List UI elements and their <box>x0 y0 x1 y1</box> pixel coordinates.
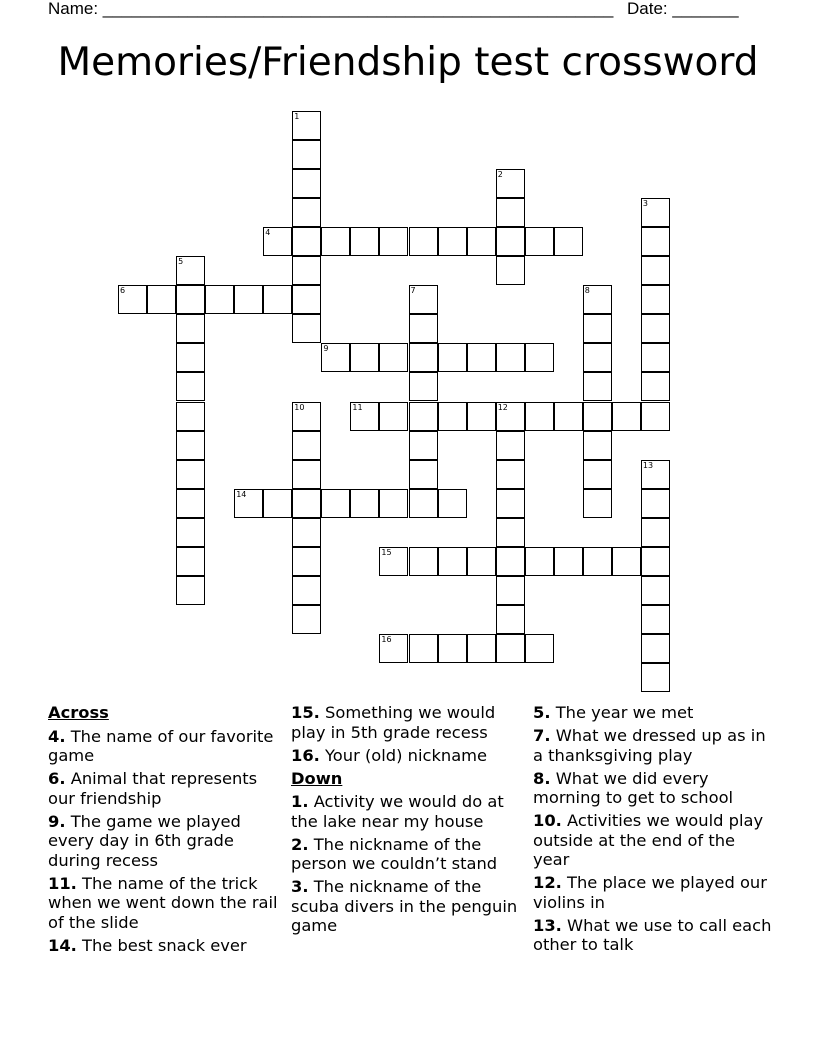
clue-item-number: 1. <box>291 792 309 811</box>
grid-cell[interactable] <box>438 634 467 663</box>
clue-item-number: 12. <box>533 873 562 892</box>
grid-cell[interactable] <box>641 547 670 576</box>
clue-number: 4 <box>265 228 271 238</box>
grid-cell[interactable] <box>496 547 525 576</box>
clue-item-text: The game we played every day in 6th grade during recess <box>48 811 241 870</box>
grid-cell[interactable] <box>583 314 612 343</box>
grid-cell[interactable] <box>641 518 670 547</box>
grid-cell[interactable] <box>292 489 321 518</box>
clue-item-number: 4. <box>48 726 66 746</box>
grid-cell[interactable] <box>176 576 205 605</box>
grid-cell[interactable] <box>438 227 467 256</box>
clue-item <box>291 835 529 874</box>
clue-item <box>291 877 529 936</box>
clue-number: 9 <box>323 344 329 354</box>
grid-cell[interactable] <box>409 372 438 401</box>
grid-cell[interactable] <box>409 460 438 489</box>
clue-item <box>533 873 773 912</box>
clue-item-text: Your (old) nickname <box>319 745 488 765</box>
clue-item <box>533 703 773 723</box>
grid-cell[interactable] <box>321 227 350 256</box>
clue-item-text: Something we would play in 5th grade recess <box>291 703 496 742</box>
grid-cell[interactable] <box>176 372 205 401</box>
clue-item <box>291 746 529 766</box>
grid-cell[interactable] <box>409 431 438 460</box>
grid-cell[interactable] <box>438 547 467 576</box>
clue-item-number: 5. <box>533 703 551 722</box>
grid-cell[interactable] <box>176 343 205 372</box>
grid-cell[interactable] <box>525 343 554 372</box>
grid-cell[interactable] <box>292 256 321 285</box>
grid-cell[interactable] <box>292 111 321 140</box>
grid-cell[interactable] <box>641 343 670 372</box>
grid-cell[interactable] <box>379 227 408 256</box>
grid-cell[interactable] <box>176 489 205 518</box>
grid-cell[interactable] <box>379 489 408 518</box>
grid-cell[interactable] <box>496 605 525 634</box>
clue-item-text: Animal that represents our friendship <box>48 769 258 808</box>
grid-cell[interactable] <box>292 431 321 460</box>
clue-number: 14 <box>236 489 247 499</box>
clue-item-number: 8. <box>533 768 551 788</box>
clue-item-number: 16. <box>291 745 320 765</box>
grid-cell[interactable] <box>292 402 321 431</box>
clue-item <box>533 811 773 870</box>
clue-heading: Down <box>291 768 343 788</box>
grid-cell[interactable] <box>496 169 525 198</box>
clue-item <box>533 769 773 808</box>
clue-number: 6 <box>120 286 126 296</box>
clue-number: 15 <box>381 547 392 557</box>
grid-cell[interactable] <box>641 372 670 401</box>
clue-item-number: 3. <box>291 877 309 896</box>
clue-number: 10 <box>294 402 305 412</box>
grid-cell[interactable] <box>292 227 321 256</box>
grid-cell[interactable] <box>583 402 612 431</box>
grid-cell[interactable] <box>409 343 438 372</box>
grid-cell[interactable] <box>641 198 670 227</box>
clue-item <box>533 916 773 955</box>
grid-cell[interactable] <box>467 227 496 256</box>
grid-cell[interactable] <box>409 285 438 314</box>
grid-cell[interactable] <box>554 227 583 256</box>
grid-cell[interactable] <box>641 285 670 314</box>
grid-cell[interactable] <box>409 314 438 343</box>
grid-cell[interactable] <box>496 460 525 489</box>
grid-cell[interactable] <box>292 169 321 198</box>
grid-cell[interactable] <box>234 489 263 518</box>
grid-cell[interactable] <box>176 460 205 489</box>
grid-cell[interactable] <box>350 227 379 256</box>
grid-cell[interactable] <box>292 460 321 489</box>
grid-cell[interactable] <box>641 227 670 256</box>
grid-cell[interactable] <box>292 605 321 634</box>
grid-cell[interactable] <box>176 402 205 431</box>
grid-cell[interactable] <box>641 663 670 692</box>
grid-cell[interactable] <box>583 372 612 401</box>
grid-cell[interactable] <box>321 489 350 518</box>
grid-cell[interactable] <box>583 547 612 576</box>
grid-cell[interactable] <box>467 634 496 663</box>
clue-item-text: What we dressed up as in a thanksgiving play <box>533 726 766 765</box>
clue-number: 12 <box>497 402 508 412</box>
grid-cell[interactable] <box>263 227 292 256</box>
clue-number: 7 <box>410 286 416 296</box>
grid-cell[interactable] <box>176 285 205 314</box>
grid-cell[interactable] <box>350 343 379 372</box>
grid-cell[interactable] <box>438 489 467 518</box>
date-line: Date: _______ <box>627 0 739 18</box>
clue-number: 2 <box>497 170 503 180</box>
grid-cell[interactable] <box>205 285 234 314</box>
grid-cell[interactable] <box>641 314 670 343</box>
grid-cell[interactable] <box>292 518 321 547</box>
grid-cell[interactable] <box>496 256 525 285</box>
clue-item-text: The place we played our violins in <box>533 873 767 912</box>
clue-item-text: The nickname of the scuba divers in the penguin game <box>291 877 518 935</box>
grid-cell[interactable] <box>292 576 321 605</box>
clue-item-number: 7. <box>533 726 551 745</box>
grid-cell[interactable] <box>379 547 408 576</box>
grid-cell[interactable] <box>467 343 496 372</box>
grid-cell[interactable] <box>176 431 205 460</box>
grid-cell[interactable] <box>496 402 525 431</box>
clue-item-text: Activity we would do at the lake near my house <box>291 792 504 831</box>
clue-number: 13 <box>642 460 654 470</box>
grid-cell[interactable] <box>409 489 438 518</box>
grid-cell[interactable] <box>292 285 321 314</box>
grid-cell[interactable] <box>438 343 467 372</box>
clue-item-text: Activities we would play outside at the end of the year <box>533 811 764 869</box>
grid-cell[interactable] <box>583 343 612 372</box>
grid-cell[interactable] <box>118 285 147 314</box>
clue-item-text: The nickname of the person we couldn’t stand <box>291 834 498 873</box>
grid-cell[interactable] <box>496 518 525 547</box>
clue-number: 5 <box>178 257 184 267</box>
grid-cell[interactable] <box>292 547 321 576</box>
clue-item-number: 11. <box>48 873 77 893</box>
grid-cell[interactable] <box>525 402 554 431</box>
grid-cell[interactable] <box>496 634 525 663</box>
clue-column-2 <box>291 703 529 939</box>
clue-item-number: 13. <box>533 915 562 935</box>
clue-item <box>291 792 529 831</box>
grid-cell[interactable] <box>263 285 292 314</box>
grid-cell[interactable] <box>409 227 438 256</box>
grid-cell[interactable] <box>292 140 321 169</box>
grid-cell[interactable] <box>583 460 612 489</box>
grid-cell[interactable] <box>496 198 525 227</box>
grid-cell[interactable] <box>350 489 379 518</box>
clue-item <box>533 726 773 765</box>
grid-cell[interactable] <box>641 256 670 285</box>
name-line: Name: ______________________________________________________ <box>48 0 614 18</box>
grid-cell[interactable] <box>350 402 379 431</box>
clue-item <box>291 703 529 742</box>
clue-item <box>48 936 284 956</box>
grid-cell[interactable] <box>554 402 583 431</box>
clue-item-number: 2. <box>291 834 309 854</box>
page-title: Memories/Friendship test crossword <box>57 40 759 85</box>
grid-cell[interactable] <box>379 402 408 431</box>
clue-item-text: What we use to call each other to talk <box>533 915 772 954</box>
clue-item-number: 15. <box>291 703 320 722</box>
grid-cell[interactable] <box>263 489 292 518</box>
grid-cell[interactable] <box>583 285 612 314</box>
grid-cell[interactable] <box>409 547 438 576</box>
clue-number: 3 <box>642 199 648 209</box>
grid-cell[interactable] <box>525 547 554 576</box>
grid-cell[interactable] <box>467 402 496 431</box>
grid-cell[interactable] <box>641 489 670 518</box>
clue-number: 16 <box>381 634 392 644</box>
clue-item <box>48 769 284 808</box>
grid-cell[interactable] <box>176 314 205 343</box>
grid-cell[interactable] <box>496 227 525 256</box>
grid-cell[interactable] <box>176 256 205 285</box>
grid-cell[interactable] <box>379 343 408 372</box>
clue-item-text: The year we met <box>550 703 694 722</box>
grid-cell[interactable] <box>496 343 525 372</box>
clue-item-number: 9. <box>48 811 66 831</box>
grid-cell[interactable] <box>612 402 641 431</box>
grid-cell[interactable] <box>525 227 554 256</box>
grid-cell[interactable] <box>641 605 670 634</box>
grid-cell[interactable] <box>321 343 350 372</box>
grid-cell[interactable] <box>496 431 525 460</box>
grid-cell[interactable] <box>641 576 670 605</box>
grid-cell[interactable] <box>292 198 321 227</box>
grid-cell[interactable] <box>496 576 525 605</box>
grid-cell[interactable] <box>176 518 205 547</box>
grid-cell[interactable] <box>409 402 438 431</box>
clue-item-text: What we did every morning to get to school <box>533 768 734 807</box>
grid-cell[interactable] <box>147 285 176 314</box>
clue-item-number: 14. <box>48 935 77 955</box>
grid-cell[interactable] <box>467 547 496 576</box>
clue-item-text: The best snack ever <box>76 935 247 955</box>
clue-heading: Across <box>48 703 109 722</box>
clue-column-1 <box>48 703 284 959</box>
grid-cell[interactable] <box>583 431 612 460</box>
grid-cell[interactable] <box>641 460 670 489</box>
clue-number: 11 <box>352 402 363 412</box>
grid-cell[interactable] <box>554 547 583 576</box>
clue-item-number: 10. <box>533 811 562 830</box>
clue-item <box>48 727 284 766</box>
grid-cell[interactable] <box>496 489 525 518</box>
clue-column-3 <box>533 703 773 958</box>
clue-number: 1 <box>294 112 300 121</box>
grid-cell[interactable] <box>379 634 408 663</box>
grid-cell[interactable] <box>234 285 263 314</box>
grid-cell[interactable] <box>525 634 554 663</box>
grid-cell[interactable] <box>176 547 205 576</box>
grid-cell[interactable] <box>292 314 321 343</box>
clue-item-number: 6. <box>48 769 66 788</box>
clue-item-text: The name of our favorite game <box>48 726 274 765</box>
clue-number: 8 <box>584 286 590 296</box>
grid-cell[interactable] <box>409 634 438 663</box>
grid-cell[interactable] <box>583 489 612 518</box>
grid-cell[interactable] <box>612 547 641 576</box>
clue-item <box>48 812 284 871</box>
grid-cell[interactable] <box>438 402 467 431</box>
clue-item <box>48 874 284 933</box>
grid-cell[interactable] <box>641 634 670 663</box>
grid-cell[interactable] <box>641 402 670 431</box>
clue-item-text: The name of the trick when we went down the rail of the slide <box>48 873 278 932</box>
